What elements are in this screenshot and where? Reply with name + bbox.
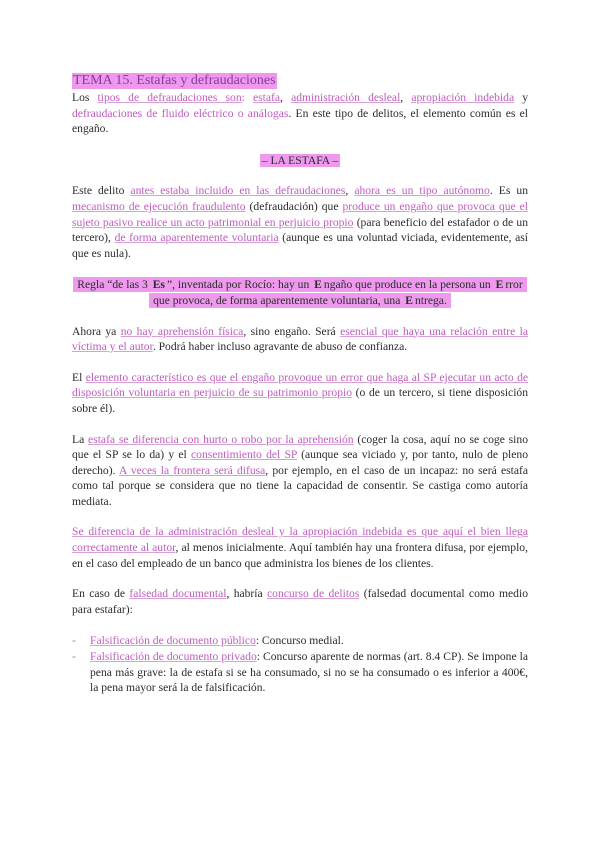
intro-paragraph <box>72 90 528 137</box>
highlighted-phrase: no hay aprehensión física <box>120 324 244 338</box>
highlighted-phrase: Falsificación de documento público <box>90 634 256 648</box>
text: , por ejemplo, en el caso de un incapaz: no será estafa como tal porque se considera que no tiene la capacidad de consentir. Se castiga como autoría mediata. <box>72 463 528 508</box>
text: (falsedad documental como medio para estafar): <box>72 587 529 616</box>
bold-letter: E <box>314 278 322 292</box>
highlighted-phrase: elemento característico es que el engaño provoque un error que haga al SP ejecutar un acto de disposición voluntaria en perjuicio de su patrimonio propio <box>72 370 529 400</box>
text: . Es un <box>489 184 528 198</box>
highlighted-phrase: tipos de defraudaciones son <box>97 91 242 104</box>
highlighted-phrase: Falsificación de documento privado <box>90 650 257 664</box>
text: (coger la cosa, aquí no se coge sino que el SP se lo da) y el <box>72 432 528 462</box>
text: : <box>241 91 253 104</box>
highlighted-phrase: esencial que haya una relación entre la víctima y el autor <box>72 324 528 354</box>
bold-letter: E <box>405 293 413 307</box>
paragraph-elemento <box>72 370 528 417</box>
text: (o de un tercero, si tiene disposición sobre él). <box>72 386 529 415</box>
paragraph-hurto <box>72 432 528 510</box>
highlighted-phrase: de forma aparentemente voluntaria <box>114 231 279 245</box>
text: (aunque sea viciado y, por tanto, nulo de pleno derecho). <box>72 448 529 477</box>
text: , <box>280 91 292 104</box>
document-body <box>72 73 528 696</box>
text: En caso de <box>72 587 130 601</box>
text: (aunque es una voluntad viciada, evidentemente, así que es nula). <box>72 231 528 260</box>
highlighted-phrase: defraudaciones de fluido eléctrico o análogas <box>72 106 289 120</box>
dash-bullet: - <box>72 634 76 648</box>
text: Los <box>72 91 98 104</box>
text: ntrega. <box>414 293 447 307</box>
paragraph-engano <box>72 324 528 355</box>
section-heading <box>72 153 528 169</box>
text: El <box>72 370 86 384</box>
highlighted-phrase: falsedad documental <box>129 587 227 601</box>
text: y <box>514 91 529 104</box>
highlighted-phrase: consentimiento del SP <box>191 448 297 462</box>
highlighted-phrase: estafa <box>253 91 281 104</box>
paragraph-definition <box>72 183 528 261</box>
highlighted-phrase: concurso de delitos <box>267 587 360 601</box>
falsification-list <box>72 633 528 695</box>
text: (defraudación) que <box>245 199 343 213</box>
text: , <box>400 91 412 104</box>
text: ngaño que produce en la persona un <box>323 278 494 292</box>
page-title: TEMA 15. Estafas y defraudaciones <box>73 73 276 88</box>
text: , <box>345 184 355 198</box>
highlighted-phrase: apropiación indebida <box>411 91 515 104</box>
highlighted-phrase: produce un engaño que provoca que el sujeto pasivo realice un acto patrimonial en perjuicio propio <box>72 199 529 229</box>
highlighted-phrase: mecanismo de ejecución fraudulento <box>72 199 246 213</box>
highlighted-phrase: Se diferencia de la administración desleal y la apropiación indebida es que aquí el bien llega correctamente al autor <box>72 525 528 555</box>
title-line <box>72 73 528 90</box>
paragraph-administracion <box>72 524 528 571</box>
highlighted-phrase: ahora es un tipo autónomo <box>354 184 490 198</box>
rule-callout <box>72 277 528 308</box>
text: Este delito <box>72 184 131 198</box>
text: . En este tipo de delitos, el elemento común es el engaño. <box>72 106 528 136</box>
text: rror que provoca, de forma aparentemente voluntaria, una <box>153 278 523 307</box>
text: , al menos inicialmente. Aquí también hay una frontera difusa, por ejemplo, en el caso del empleado de un banco que administra los bienes de los clientes. <box>72 541 529 570</box>
text: , habría <box>226 587 267 601</box>
text: Ahora ya <box>72 324 121 338</box>
highlighted-phrase: estafa se diferencia con hurto o robo por la aprehensión <box>88 432 354 446</box>
text: , sino engaño. Será <box>243 324 341 338</box>
text: Regla “de las 3 <box>77 278 151 292</box>
section-heading-text: – LA ESTAFA – <box>261 153 339 167</box>
text: : Concurso medial. <box>255 634 344 648</box>
highlighted-phrase: antes estaba incluido en las defraudaciones <box>130 184 346 198</box>
dash-bullet: - <box>72 650 76 664</box>
list-item <box>72 633 528 649</box>
text: (para beneficio del estafador o de un tercero), <box>72 215 529 245</box>
text: . Podrá haber incluso agravante de abuso de confianza. <box>152 340 408 354</box>
rule-text <box>73 277 526 308</box>
text: La <box>72 432 89 446</box>
highlighted-phrase: administración desleal <box>291 91 401 104</box>
paragraph-falsedad <box>72 586 528 617</box>
bold-letter: Es <box>152 278 165 292</box>
bold-letter: E <box>495 278 504 292</box>
text: ”, inventada por Rocío: hay un <box>166 278 313 292</box>
list-item <box>72 649 528 696</box>
highlighted-phrase: A veces la frontera será difusa <box>118 463 266 477</box>
text: : Concurso aparente de normas (art. 8.4 CP). Se impone la pena más grave: la de estafa si se ha consumado, si no se ha consumado o es inferior a 400€, la pena mayor será la de falsificación. <box>90 650 528 695</box>
